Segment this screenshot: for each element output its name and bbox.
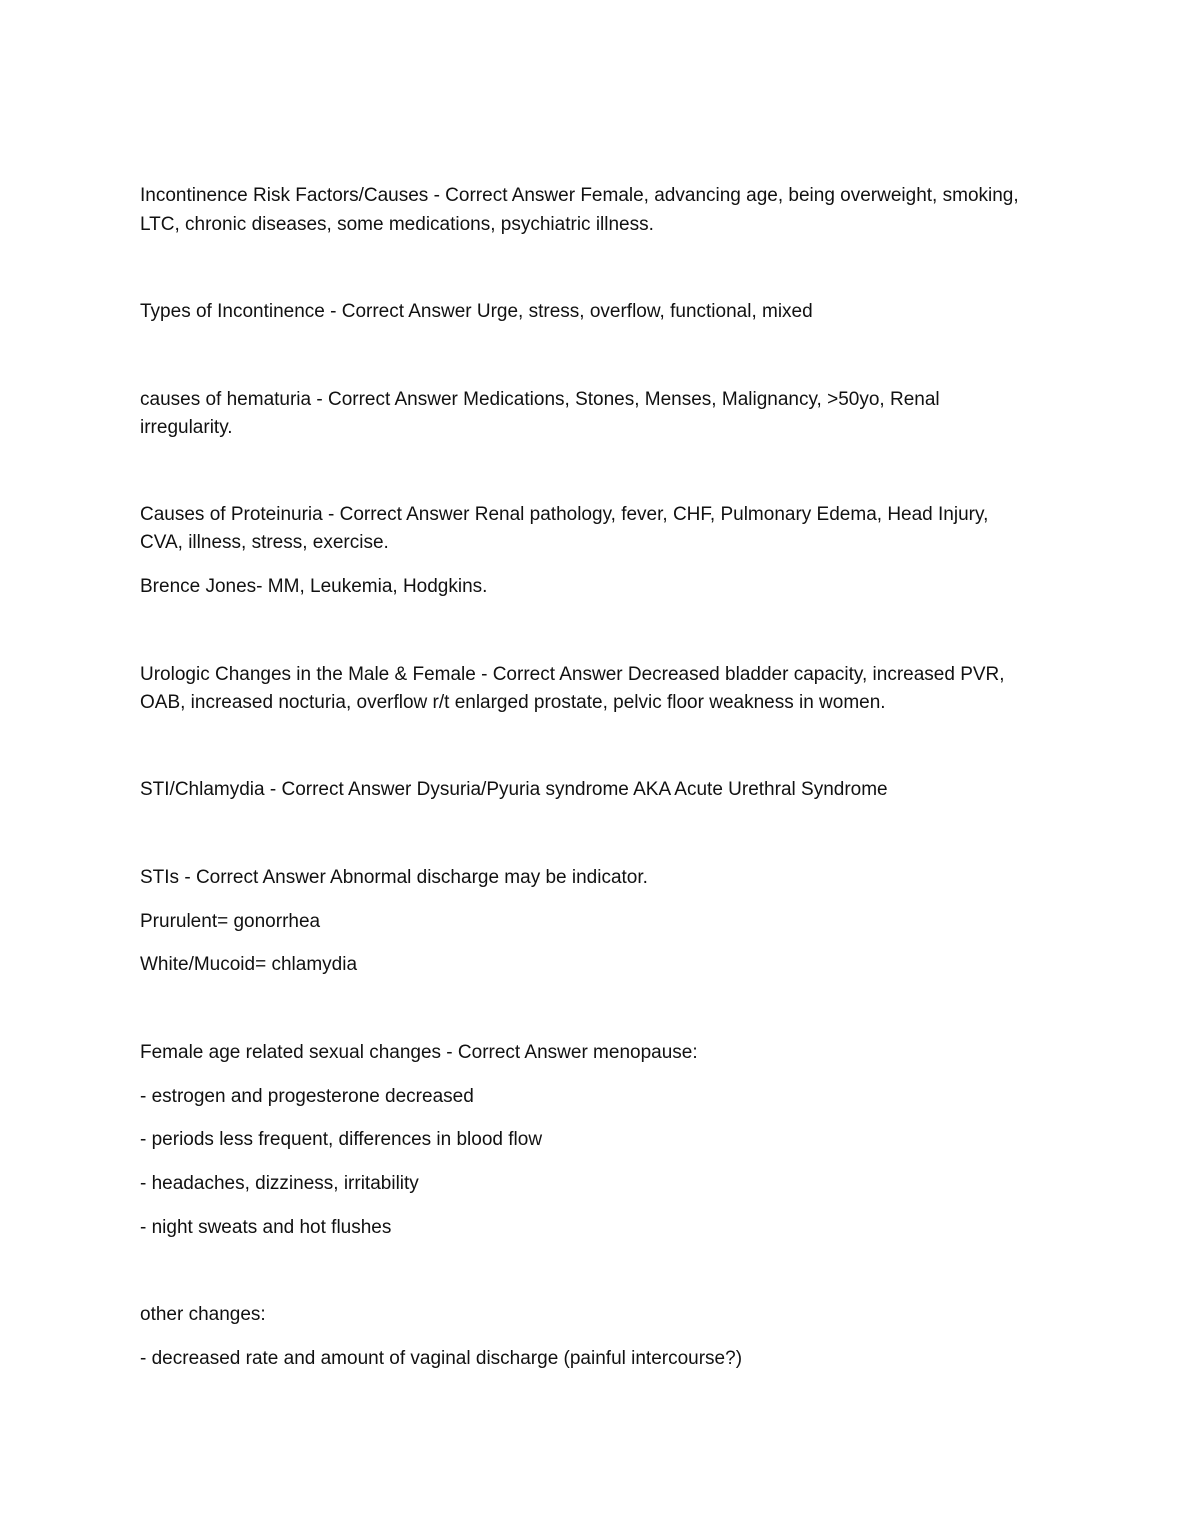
stis-discharge-line: STIs - Correct Answer Abnormal discharge may be indicator. [140, 867, 648, 888]
urologic-changes-line-1: Urologic Changes in the Male & Female - Correct Answer Decreased bladder capacity, increased PVR, [140, 664, 1005, 685]
female-sexual-changes-line: Female age related sexual changes - Correct Answer menopause: [140, 1042, 698, 1063]
causes-of-hematuria-line-1: causes of hematuria - Correct Answer Medications, Stones, Menses, Malignancy, >50yo, Renal [140, 389, 940, 410]
purulent-gonorrhea-line: Prurulent= gonorrhea [140, 911, 321, 932]
sti-chlamydia-line: STI/Chlamydia - Correct Answer Dysuria/Pyuria syndrome AKA Acute Urethral Syndrome [140, 779, 888, 800]
bence-jones-line: Brence Jones- MM, Leukemia, Hodgkins. [140, 576, 488, 597]
incontinence-risk-factors-line-1: Incontinence Risk Factors/Causes - Correct Answer Female, advancing age, being overweight, smoking, [140, 185, 1019, 206]
other-changes-heading: other changes: [140, 1304, 266, 1325]
other-changes-item-1: - decreased rate and amount of vaginal discharge (painful intercourse?) [140, 1348, 743, 1369]
mucoid-chlamydia-line: White/Mucoid= chlamydia [140, 954, 358, 975]
menopause-item-3: - headaches, dizziness, irritability [140, 1173, 419, 1194]
menopause-item-2: - periods less frequent, differences in blood flow [140, 1129, 543, 1150]
menopause-item-1: - estrogen and progesterone decreased [140, 1086, 474, 1107]
causes-of-hematuria-line-2: irregularity. [140, 417, 233, 438]
urologic-changes-line-2: OAB, increased nocturia, overflow r/t enlarged prostate, pelvic floor weakness in women. [140, 692, 886, 713]
causes-of-proteinuria-line-2: CVA, illness, stress, exercise. [140, 532, 389, 553]
menopause-item-4: - night sweats and hot flushes [140, 1217, 392, 1238]
incontinence-risk-factors-line-2: LTC, chronic diseases, some medications, psychiatric illness. [140, 214, 654, 235]
causes-of-proteinuria-line-1: Causes of Proteinuria - Correct Answer Renal pathology, fever, CHF, Pulmonary Edema, Head Injury, [140, 504, 989, 525]
types-of-incontinence-line: Types of Incontinence - Correct Answer Urge, stress, overflow, functional, mixed [140, 301, 813, 322]
